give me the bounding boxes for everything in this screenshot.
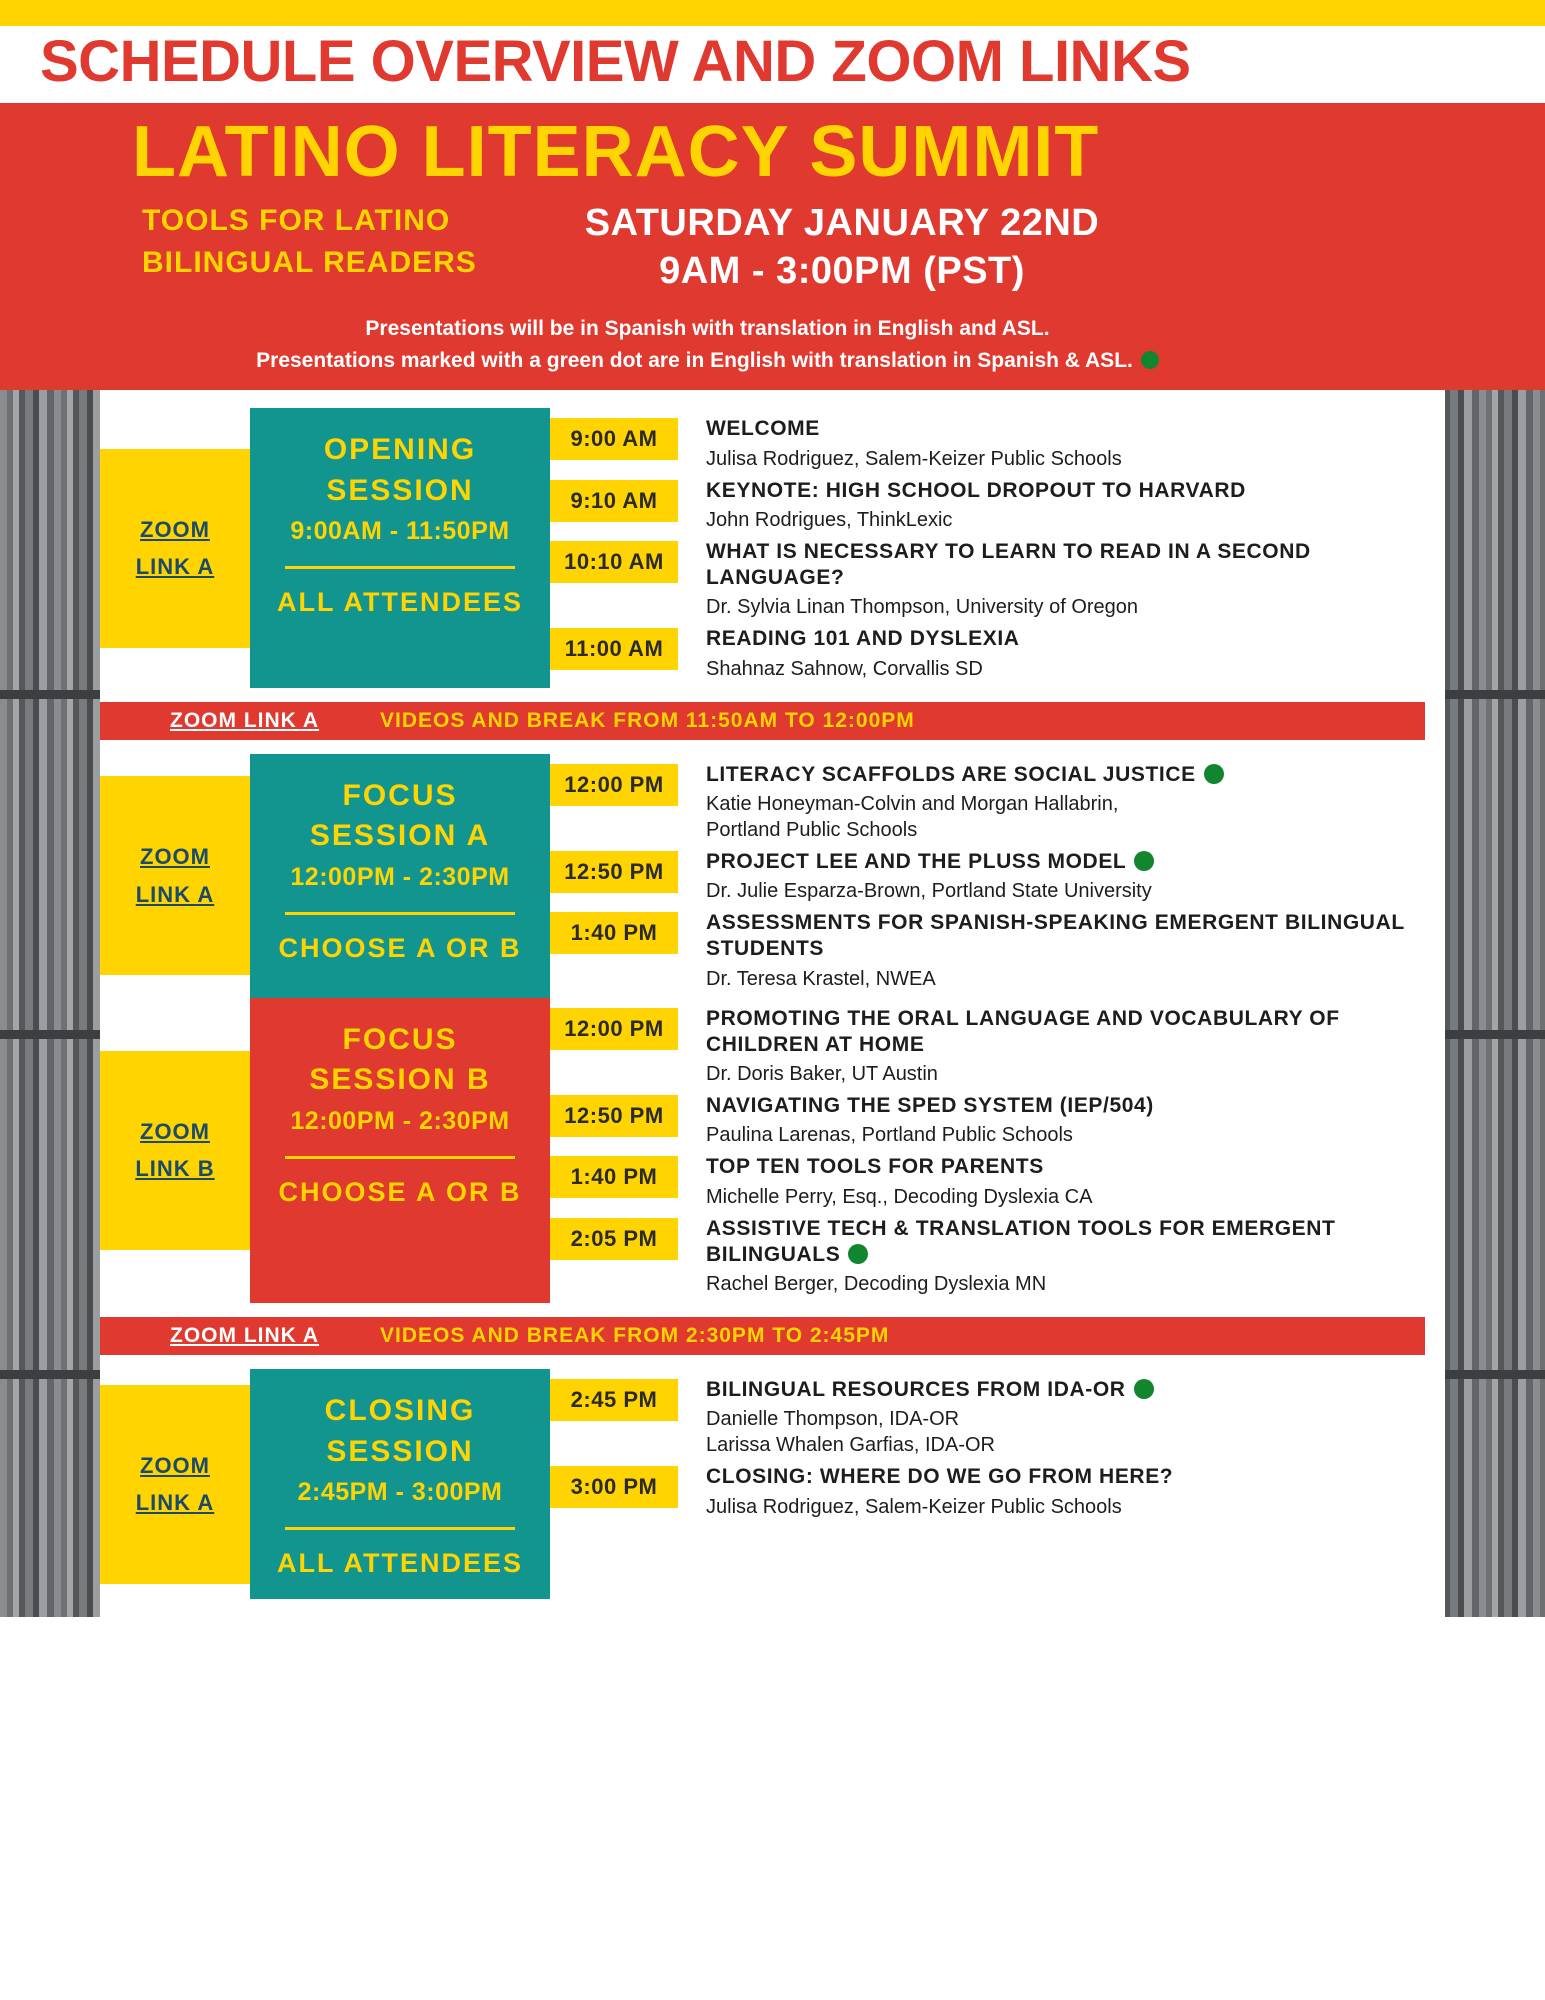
session-audience-note: CHOOSE A OR B [278,1176,522,1207]
session-details [678,626,1445,681]
session-details [678,910,1445,992]
zoom-link-column [100,754,250,998]
session-presenter: Dr. Doris Baker, UT Austin [706,1063,938,1086]
zoom-link-button[interactable] [100,1051,250,1250]
session-info-panel [250,998,550,1304]
session-divider [285,566,515,569]
session-presenter: Julisa Rodriguez, Salem-Keizer Public Schools [706,447,1122,470]
zoom-link-label-line1: ZOOM [140,1119,210,1145]
session-start-time: 12:00 PM [550,764,678,806]
schedule-row [550,762,1445,843]
session-details [678,849,1445,904]
shelf-divider [0,690,110,699]
session-start-time: 9:00 AM [550,418,678,460]
session-name-line2: SESSION [326,473,474,507]
green-dot-icon [1134,851,1154,871]
session-details [678,1216,1445,1298]
event-date: SATURDAY JANUARY 22ND [584,202,1100,245]
zoom-link-label-line1: ZOOM [140,1452,210,1478]
schedule-block [100,998,1445,1304]
session-name-line2: SESSION [326,1434,474,1468]
event-time: 9AM - 3:00PM (PST) [659,249,1025,292]
event-subtitle-line1: TOOLS FOR LATINO [142,204,451,238]
zoom-link-label-line1: ZOOM [140,516,210,542]
session-presenter: Julisa Rodriguez, Salem-Keizer Public Schools [706,1495,1122,1518]
language-note [0,313,1545,376]
session-start-time: 1:40 PM [550,1156,678,1198]
zoom-link-button[interactable] [100,449,250,648]
top-accent-strip [0,0,1545,26]
session-start-time: 9:10 AM [550,480,678,522]
language-note-line2-wrap [0,345,1415,377]
session-title: ASSISTIVE TECH & TRANSLATION TOOLS FOR EMERGENT BILINGUALS [706,1216,1336,1266]
title-panel [0,103,1545,391]
zoom-link-label-line2: LINK B [135,1156,215,1182]
session-name-line1: OPENING [323,433,477,467]
break-bar [100,702,1425,740]
session-start-time: 2:45 PM [550,1379,678,1421]
schedule-body [0,390,1545,1617]
schedule-block [100,1369,1445,1599]
session-info-panel [250,1369,550,1599]
session-details [678,478,1445,533]
session-time-range: 12:00PM - 2:30PM [290,862,510,891]
schedule-row [550,478,1445,533]
zoom-link-label-line2: LINK A [135,881,215,907]
break-description: VIDEOS AND BREAK FROM 11:50AM TO 12:00PM [380,708,915,732]
session-details [678,1154,1445,1209]
session-presenter: Paulina Larenas, Portland Public Schools [706,1124,1073,1147]
language-note-line2: Presentations marked with a green dot are in English with translation in Spanish & ASL. [256,348,1133,372]
schedule-block [100,408,1445,687]
page-headline: SCHEDULE OVERVIEW AND ZOOM LINKS [40,29,1191,94]
break-zoom-link[interactable]: ZOOM LINK A [170,1324,320,1348]
schedule-row [550,626,1445,681]
zoom-link-column [100,408,250,687]
zoom-link-column [100,1369,250,1599]
schedule-row [550,1093,1445,1148]
session-divider [285,1156,515,1159]
schedule-row [550,539,1445,621]
session-audience-note: CHOOSE A OR B [278,932,522,963]
break-bar [100,1317,1425,1355]
session-title: LITERACY SCAFFOLDS ARE SOCIAL JUSTICE [706,762,1445,788]
session-name-line1: FOCUS [342,1022,458,1056]
schedule-row [550,1006,1445,1088]
session-title: PROJECT LEE AND THE PLUSS MODEL [706,849,1445,875]
session-name-line1: CLOSING [324,1394,476,1428]
session-details [678,1464,1445,1519]
event-subtitle-line2: BILINGUAL READERS [142,246,477,280]
bookshelf-background-left [0,390,110,1617]
session-divider [285,1527,515,1530]
session-title: NAVIGATING THE SPED SYSTEM (IEP/504) [706,1094,1154,1118]
event-title: LATINO LITERACY SUMMIT [132,111,1100,192]
session-start-time: 12:00 PM [550,1008,678,1050]
session-details [678,539,1445,621]
session-start-time: 12:50 PM [550,851,678,893]
zoom-link-label-line2: LINK A [135,1490,215,1516]
session-rows [550,998,1445,1304]
session-title: KEYNOTE: HIGH SCHOOL DROPOUT TO HARVARD [706,478,1246,502]
session-details [678,1006,1445,1088]
event-datetime [532,200,1152,295]
session-title: PROMOTING THE ORAL LANGUAGE AND VOCABULARY OF CHILDREN AT HOME [706,1006,1340,1056]
session-start-time: 10:10 AM [550,541,678,583]
break-zoom-link[interactable]: ZOOM LINK A [170,708,320,732]
session-presenter: Katie Honeyman-Colvin and Morgan Hallabrin, Portland Public Schools [706,792,1119,841]
session-rows [550,1369,1445,1599]
session-rows [550,754,1445,998]
session-name-line2: SESSION A [309,819,491,853]
session-details [678,1093,1445,1148]
session-rows [550,408,1445,687]
session-time-range: 12:00PM - 2:30PM [290,1106,510,1135]
green-dot-icon [1134,1379,1154,1399]
session-audience-note: ALL ATTENDEES [276,587,523,618]
session-info-panel [250,408,550,687]
session-presenter: Shahnaz Sahnow, Corvallis SD [706,657,983,680]
session-title: BILINGUAL RESOURCES FROM IDA-OR [706,1377,1445,1403]
session-start-time: 2:05 PM [550,1218,678,1260]
session-info-panel [250,754,550,998]
schedule-block [100,754,1445,998]
zoom-link-label-line1: ZOOM [140,844,210,870]
shelf-divider [0,1030,110,1039]
shelf-divider [0,1370,110,1379]
session-presenter: John Rodrigues, ThinkLexic [706,508,953,531]
session-start-time: 3:00 PM [550,1466,678,1508]
session-presenter: Dr. Sylvia Linan Thompson, University of Oregon [706,596,1139,619]
session-details [678,1377,1445,1458]
session-presenter: Dr. Julie Esparza-Brown, Portland State University [706,880,1152,903]
session-start-time: 12:50 PM [550,1095,678,1137]
session-presenter: Rachel Berger, Decoding Dyslexia MN [706,1273,1047,1296]
session-details [678,762,1445,843]
session-title: CLOSING: WHERE DO WE GO FROM HERE? [706,1465,1174,1489]
zoom-link-button[interactable] [100,776,250,975]
session-presenter: Danielle Thompson, IDA-OR Larissa Whalen Garfias, IDA-OR [706,1408,995,1457]
session-title: WELCOME [706,417,820,441]
session-title: READING 101 AND DYSLEXIA [706,627,1020,651]
break-description: VIDEOS AND BREAK FROM 2:30PM TO 2:45PM [380,1324,890,1348]
session-presenter: Michelle Perry, Esq., Decoding Dyslexia CA [706,1185,1093,1208]
session-time-range: 9:00AM - 11:50PM [290,517,510,546]
session-title: TOP TEN TOOLS FOR PARENTS [706,1155,1044,1179]
schedule-row [550,1464,1445,1519]
schedule-row [550,849,1445,904]
session-start-time: 11:00 AM [550,628,678,670]
session-details [678,416,1445,471]
green-dot-icon [1204,764,1224,784]
session-audience-note: ALL ATTENDEES [276,1548,523,1579]
green-dot-icon [848,1244,868,1264]
schedule-row [550,910,1445,992]
headline-bar [0,26,1545,103]
schedule-card [100,390,1445,1617]
session-time-range: 2:45PM - 3:00PM [297,1478,503,1507]
session-name-line1: FOCUS [342,778,458,812]
language-note-line1: Presentations will be in Spanish with translation in English and ASL. [365,317,1050,341]
green-dot-icon [1141,351,1159,369]
zoom-link-button[interactable] [100,1385,250,1584]
session-presenter: Dr. Teresa Krastel, NWEA [706,967,936,990]
zoom-link-column [100,998,250,1304]
schedule-row [550,1216,1445,1298]
session-start-time: 1:40 PM [550,912,678,954]
zoom-link-label-line2: LINK A [135,554,215,580]
event-subtitle [142,200,532,284]
schedule-row [550,1154,1445,1209]
session-title: ASSESSMENTS FOR SPANISH-SPEAKING EMERGENT BILINGUAL STUDENTS [706,911,1405,961]
session-divider [285,912,515,915]
schedule-row [550,1377,1445,1458]
title-subrow [142,200,1545,295]
schedule-row [550,416,1445,471]
session-name-line2: SESSION B [309,1063,491,1097]
session-title: WHAT IS NECESSARY TO LEARN TO READ IN A SECOND LANGUAGE? [706,539,1311,590]
